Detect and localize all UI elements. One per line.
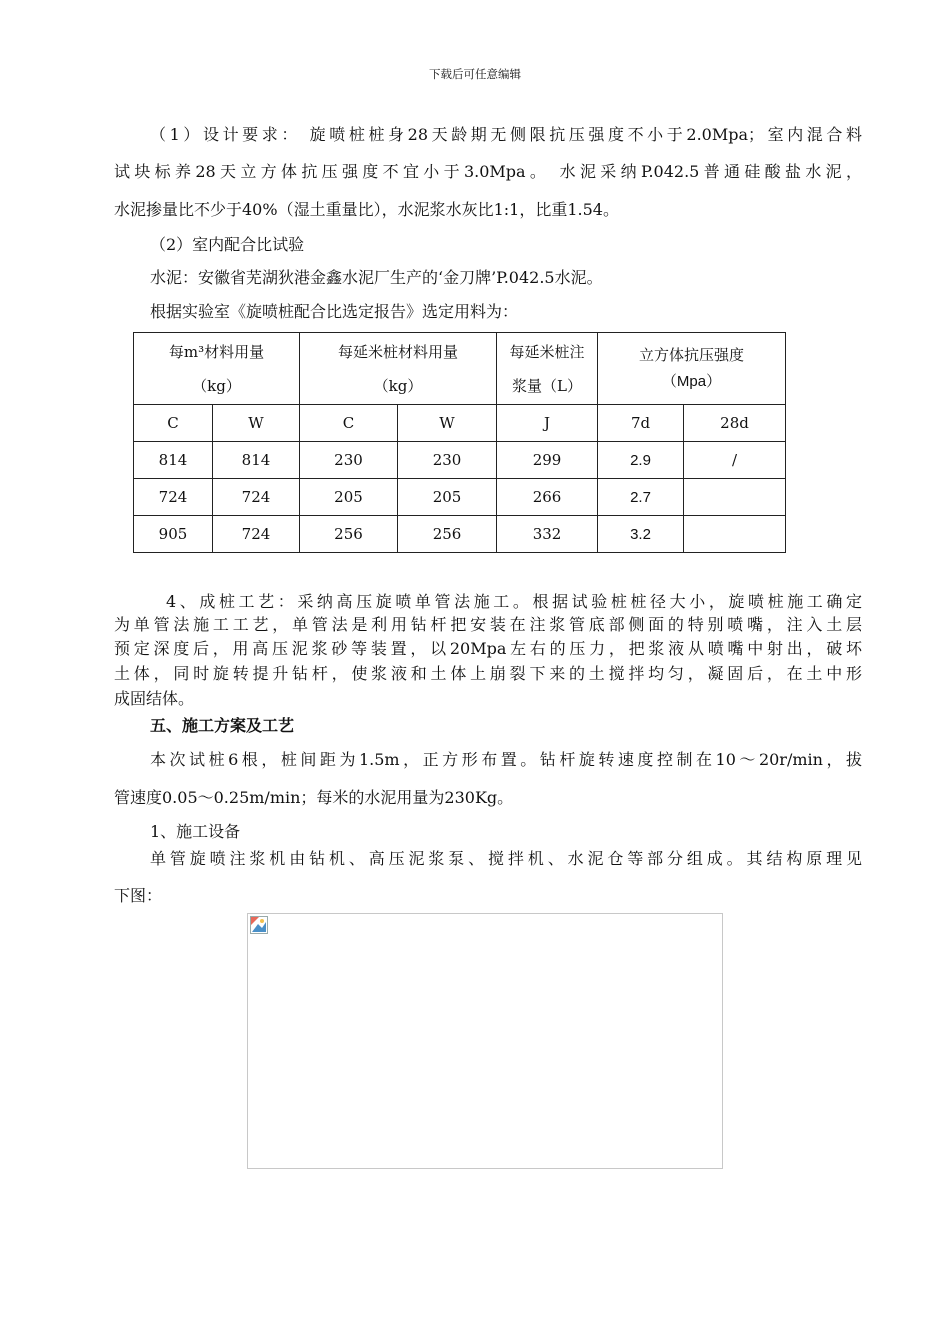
paragraph-line: 为单管法施工工艺，单管法是利用钻杆把安装在注浆管底部侧面的特别喷嘴，注入土层 [114, 615, 862, 634]
table-cell: 230 [398, 442, 497, 479]
table-header-row [134, 333, 786, 405]
table-cell: 3.2 [598, 516, 684, 553]
table-cell: 2.7 [598, 479, 684, 516]
paragraph-line: 水泥：安徽省芜湖狄港金鑫水泥厂生产的‘金刀牌’P.042.5水泥。 [150, 268, 603, 287]
header-cell: 每延米桩材料用量 （kg） [300, 333, 497, 405]
table-cell: 230 [300, 442, 398, 479]
table-cell: 2.9 [598, 442, 684, 479]
table-cell: 205 [398, 479, 497, 516]
table-cell [684, 479, 786, 516]
table-cell: 724 [213, 479, 300, 516]
section-heading: 五、施工方案及工艺 [150, 716, 295, 735]
page-header: 下载后可任意编辑 [429, 67, 521, 81]
table-cell: 256 [398, 516, 497, 553]
table-cell: 266 [497, 479, 598, 516]
section-subheading: （2）室内配合比试验 [150, 235, 305, 254]
paragraph-line: 根据实验室《旋喷桩配合比选定报告》选定用料为： [150, 302, 519, 321]
table-cell: 814 [213, 442, 300, 479]
table-cell: 724 [134, 479, 213, 516]
paragraph-line: 本次试桩6根，桩间距为1.5m，正方形布置。钻杆旋转速度控制在10～20r/min，拔 [150, 750, 862, 769]
subheader-cell: 7d [598, 405, 684, 442]
header-cell: 每m³材料用量 （kg） [134, 333, 300, 405]
table-row [134, 516, 786, 553]
paragraph-line: 成固结体。 [114, 689, 195, 708]
table-row [134, 442, 786, 479]
table-cell: 299 [497, 442, 598, 479]
table-row [134, 479, 786, 516]
table-subheader-row [134, 405, 786, 442]
paragraph-line: 单管旋喷注浆机由钻机、高压泥浆泵、搅拌机、水泥仓等部分组成。其结构原理见 [150, 849, 862, 868]
paragraph-line: 土体，同时旋转提升钻杆，使浆液和土体上崩裂下来的土搅拌均匀，凝固后，在土中形 [114, 664, 862, 683]
paragraph-line: 预定深度后，用高压泥浆砂等装置，以20Mpa左右的压力，把浆液从喷嘴中射出，破坏 [114, 639, 862, 658]
paragraph-line: 管速度0.05～0.25m/min；每米的水泥用量为230Kg。 [114, 788, 514, 807]
figure-placeholder [247, 913, 723, 1169]
table-cell: 205 [300, 479, 398, 516]
table-cell: / [684, 442, 786, 479]
header-cell: 立方体抗压强度 （Mpa） [598, 333, 786, 405]
paragraph-line: 水泥掺量比不少于40%（湿土重量比），水泥浆水灰比1:1，比重1.54。 [114, 200, 619, 219]
table-cell: 332 [497, 516, 598, 553]
table-cell: 256 [300, 516, 398, 553]
paragraph-line: 4、成桩工艺：采纳高压旋喷单管法施工。根据试验桩桩径大小，旋喷桩施工确定 [166, 592, 862, 611]
mix-ratio-table [133, 332, 786, 553]
subheader-cell: C [134, 405, 213, 442]
section-subheading: 1、施工设备 [150, 822, 241, 841]
paragraph-line: 下图： [114, 886, 163, 905]
header-cell: 每延米桩注 浆量（L） [497, 333, 598, 405]
table-cell: 724 [213, 516, 300, 553]
broken-image-icon [250, 916, 268, 934]
subheader-cell: 28d [684, 405, 786, 442]
subheader-cell: W [213, 405, 300, 442]
paragraph-line: 试块标养28天立方体抗压强度不宜小于3.0Mpa。 水泥采纳P.042.5普通硅酸盐水泥， [114, 162, 862, 181]
table-cell: 905 [134, 516, 213, 553]
subheader-cell: W [398, 405, 497, 442]
paragraph-line: （1）设计要求： 旋喷桩桩身28天龄期无侧限抗压强度不小于2.0Mpa；室内混合料 [150, 125, 862, 144]
subheader-cell: C [300, 405, 398, 442]
subheader-cell: J [497, 405, 598, 442]
table-cell: 814 [134, 442, 213, 479]
table-cell [684, 516, 786, 553]
